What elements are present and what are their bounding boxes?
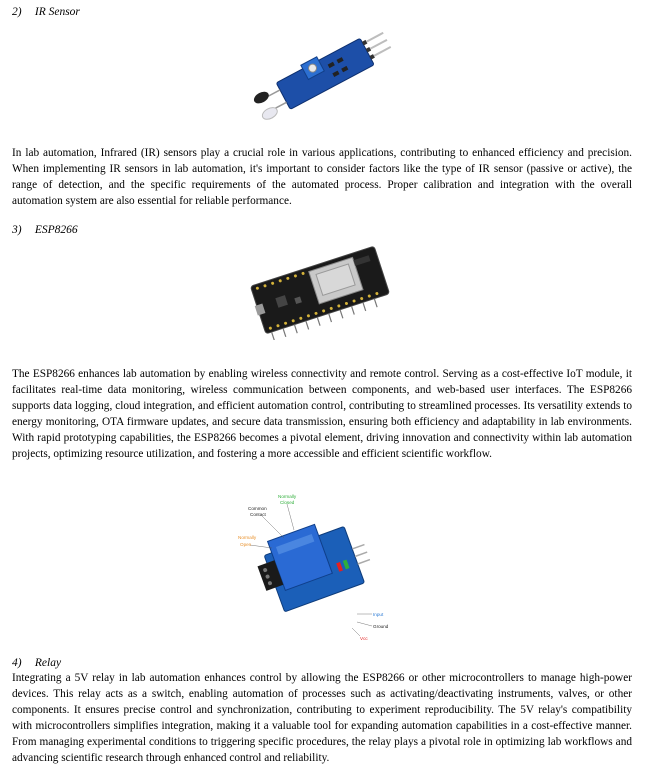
label-input: Input <box>373 612 384 617</box>
label-common-contact: Common <box>248 506 267 511</box>
ir-sensor-image <box>248 20 398 125</box>
section-paragraph: Integrating a 5V relay in lab automation enhances control by allowing the ESP8266 or other microcontrollers to manage high-power devices. This relay acts as a switch, enabling automation of processes such as activating/deactivating instruments, valves, or other components. It ensures precise control and synchronization, contributing to experiment reproducibility. The 5V relay's compatibility with microcontrollers simplifies integration, making it a valuable tool for expanding automation capabilities in a cost-effective manner. From managing experimental conditions to triggering specific procedures, the relay plays a pivotal role in optimizing lab workflows and advancing scientific research through enhanced control and reliability. <box>12 672 632 765</box>
section-title: IR Sensor <box>34 6 80 18</box>
section-title: ESP8266 <box>34 224 78 236</box>
section-number: 3) <box>12 224 22 236</box>
relay-image <box>232 490 392 645</box>
section-heading-relay <box>12 657 61 669</box>
section-number: 2) <box>12 6 22 18</box>
label-normally-closed: Normally <box>278 494 297 499</box>
label-common-contact-2: Contact <box>250 512 266 517</box>
section-heading-esp8266 <box>12 224 78 236</box>
section-heading-ir-sensor <box>12 6 80 18</box>
label-ground: Ground <box>373 624 389 629</box>
section-paragraph: The ESP8266 enhances lab automation by enabling wireless connectivity and remote control. Serving as a cost-effective IoT module, it facilitates real-time data monitoring, wireless communication between components, and web-based user interfaces. The ESP8266 supports data logging, cloud integration, and efficient automation control, contributing to streamlined processes. Its versatility extends to energy monitoring, OTA firmware updates, and secure data transmission, ensuring both efficiency and adaptability in lab environments. With rapid prototyping capabilities, the ESP8266 becomes a pivotal element, driving innovation and connectivity within lab automation projects, optimizing resource utilization, and fostering a more accessible and efficient scientific workflow. <box>12 368 632 461</box>
label-normally-closed-2: Closed <box>280 500 295 505</box>
section-title: Relay <box>34 657 62 669</box>
section-number: 4) <box>12 657 22 669</box>
label-vcc: Vcc <box>360 636 368 641</box>
esp8266-image <box>245 240 395 340</box>
label-normally-open: Normally <box>238 535 257 540</box>
label-normally-open-2: Open <box>240 542 252 547</box>
section-paragraph: In lab automation, Infrared (IR) sensors play a crucial role in various applications, contributing to enhanced efficiency and precision. When implementing IR sensors in lab automation, it's important to consider factors like the type of IR sensor (passive or active), the range of detection, and the specific requirements of the automated process. Proper calibration and integration with the overall automation system are also essential for reliable performance. <box>12 147 632 208</box>
